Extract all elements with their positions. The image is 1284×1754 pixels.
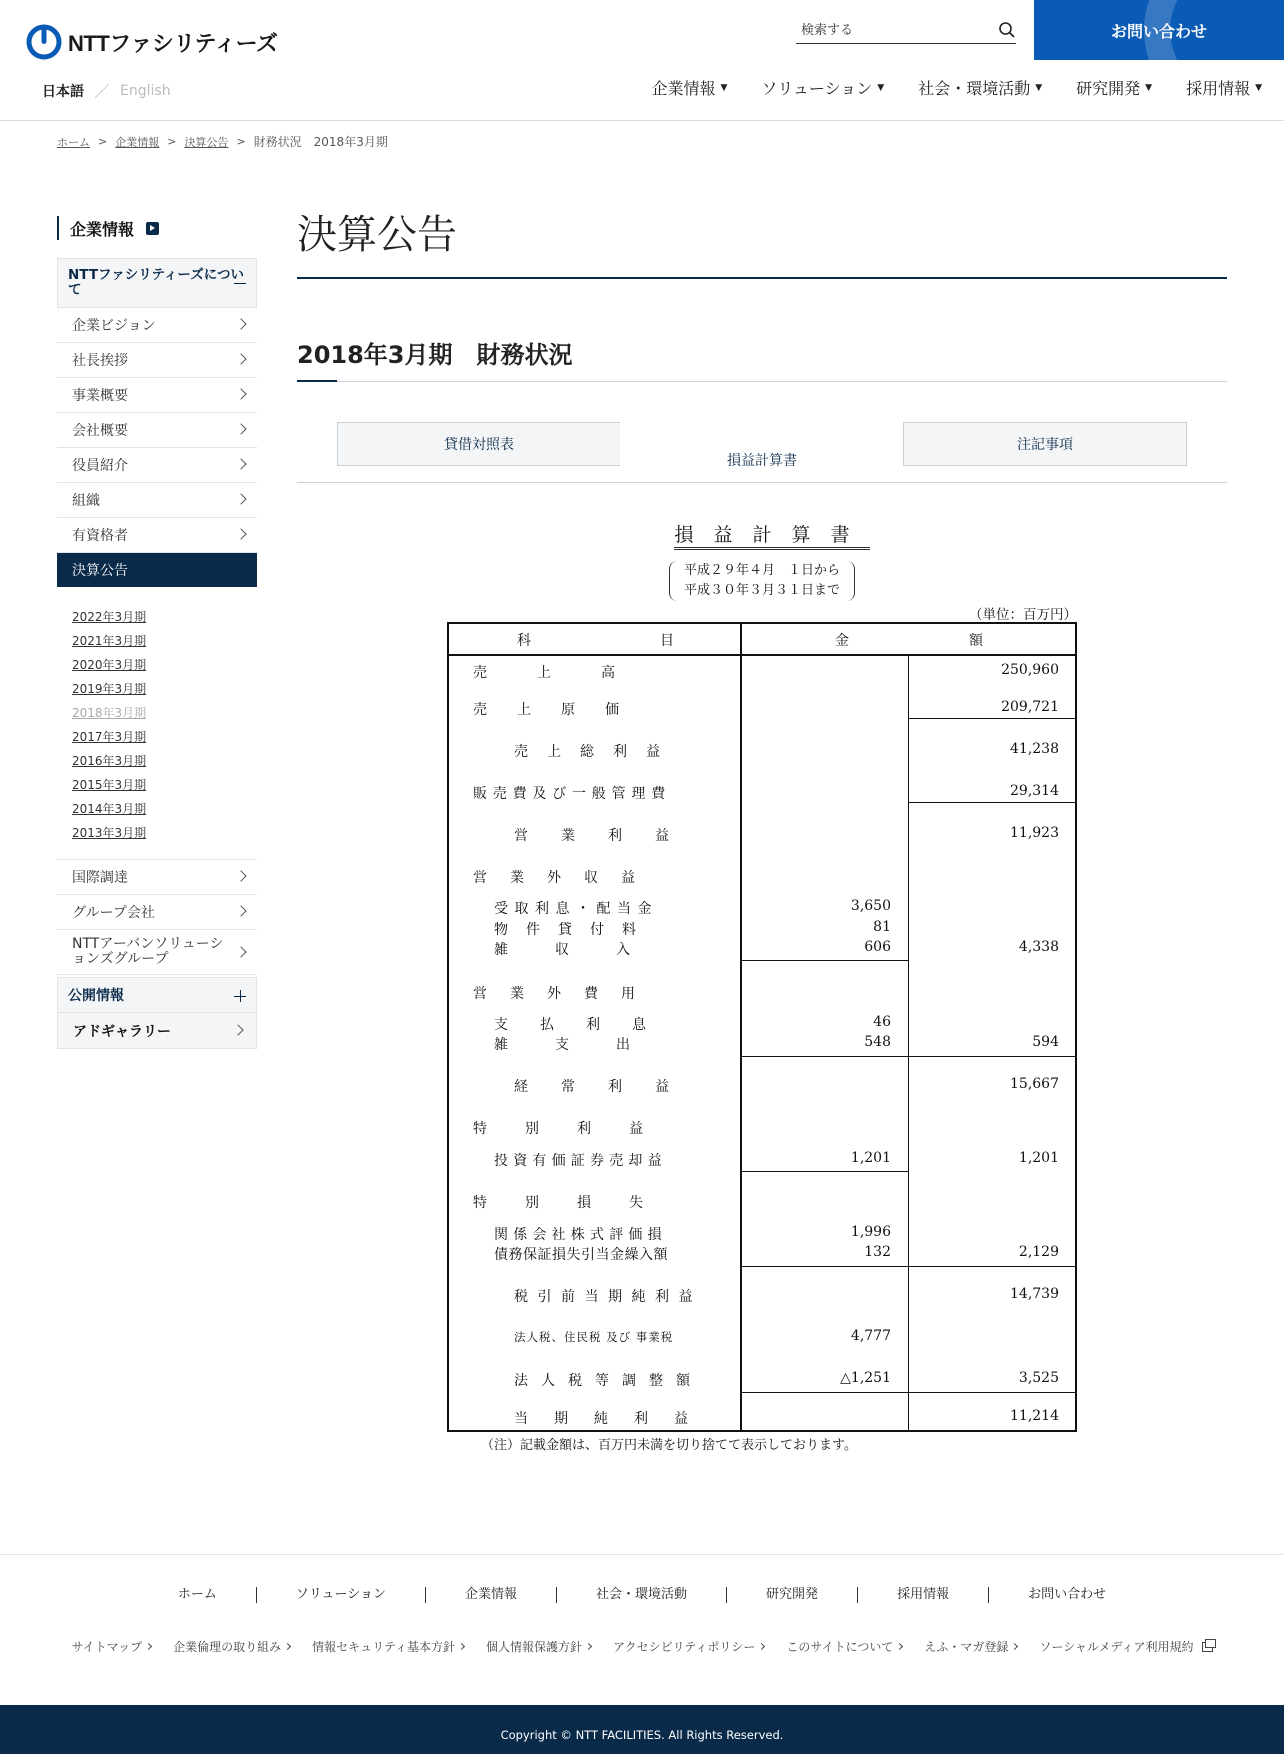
col-header-subject: 目 <box>660 633 674 649</box>
footer-link-social-policy[interactable] <box>1039 1638 1212 1655</box>
row-label: 売上総利益 <box>514 744 679 760</box>
footer-link-label: えふ・マガ登録 <box>924 1640 1009 1654</box>
row-total: 250,960 <box>1001 662 1059 678</box>
row-subtotal: △1,251 <box>840 1370 891 1386</box>
statement-title-text: 損益計算書 <box>674 524 869 550</box>
chevron-right-icon <box>458 1643 465 1650</box>
tab-income-statement[interactable]: 損益計算書 <box>620 422 904 482</box>
year-link[interactable]: 2021年3月期 <box>72 634 147 648</box>
sidebar-item-settlement[interactable] <box>57 553 257 587</box>
gnav-research[interactable] <box>1076 76 1152 99</box>
row-subtotal: 3,650 <box>850 898 891 914</box>
breadcrumb-company[interactable]: 企業情報 <box>115 135 160 149</box>
chevron-right-icon <box>235 528 246 539</box>
sidebar-item-group[interactable] <box>57 895 257 930</box>
sidebar-item-qualified[interactable] <box>57 518 257 553</box>
row-total: 11,923 <box>1010 825 1059 841</box>
site-header <box>0 0 1284 121</box>
logo-text: NTTファシリティーズ <box>68 30 278 56</box>
row-label: 法人税等調整額 <box>514 1373 703 1389</box>
chevron-right-icon <box>585 1643 592 1650</box>
row-subtotal: 4,777 <box>850 1328 891 1344</box>
footer-nav-company[interactable]: 企業情報 <box>426 1587 557 1603</box>
sidebar-item-label: 事業概要 <box>72 388 128 404</box>
ntt-logo-icon <box>26 24 62 60</box>
row-subtotal: 1,201 <box>850 1150 891 1166</box>
chevron-right-icon <box>758 1643 765 1650</box>
chevron-right-icon <box>235 870 246 881</box>
breadcrumb <box>57 133 388 150</box>
year-link[interactable]: 2013年3月期 <box>72 826 147 840</box>
lang-en-link[interactable]: English <box>120 82 171 99</box>
footer-nav-home[interactable]: ホーム <box>139 1587 257 1603</box>
row-total: 29,314 <box>1010 783 1059 799</box>
row-label: 売上原価 <box>473 702 649 718</box>
footer-link-label: ソーシャルメディア利用規約 <box>1039 1640 1194 1654</box>
footer-nav-contact[interactable]: お問い合わせ <box>1028 1587 1107 1602</box>
row-label: 雑支出 <box>494 1037 677 1053</box>
caret-down-icon: ▼ <box>1255 82 1262 93</box>
gnav-recruit[interactable] <box>1186 76 1262 99</box>
caret-down-icon: ▼ <box>1145 82 1153 93</box>
footer-link-about-site[interactable] <box>786 1638 902 1655</box>
header-rule <box>449 654 1075 656</box>
row-total: 3,525 <box>1018 1370 1059 1386</box>
sidebar-item-urban[interactable] <box>57 930 257 975</box>
period-from: 平成２９年４月 １日から <box>683 563 840 578</box>
sidebar-item-label: 決算公告 <box>72 563 128 579</box>
row-total: 11,214 <box>1010 1408 1059 1424</box>
year-link[interactable]: 2022年3月期 <box>72 610 147 624</box>
gnav-label: 研究開発 <box>1076 79 1141 98</box>
statement-title <box>447 520 1077 547</box>
total-rule <box>742 1266 1075 1267</box>
year-link[interactable]: 2014年3月期 <box>72 802 147 816</box>
row-total: 209,721 <box>1001 699 1059 715</box>
period-to: 平成３０年３月３１日まで <box>683 583 840 598</box>
sidebar-item-adgallery[interactable] <box>57 1013 257 1049</box>
col-header-subject: 科 <box>517 633 531 649</box>
row-label: 債務保証損失引当金繰入額 <box>494 1247 668 1263</box>
chevron-right-icon <box>1011 1643 1018 1650</box>
breadcrumb-separator: > <box>167 135 177 148</box>
site-logo[interactable] <box>26 24 278 60</box>
site-footer <box>0 1554 1284 1754</box>
sidebar-item-label: NTTアーバンソリューションズグループ <box>72 936 224 967</box>
year-link[interactable]: 2017年3月期 <box>72 730 147 744</box>
statement-tabs <box>297 422 1227 483</box>
col-header-amount: 額 <box>969 633 983 649</box>
sidebar-item-label: 社長挨拶 <box>72 353 128 369</box>
total-rule <box>908 802 1075 803</box>
chevron-right-icon <box>235 388 246 399</box>
row-label: 雑収入 <box>494 942 677 958</box>
statement-table <box>447 622 1077 1432</box>
copyright: Copyright © NTT FACILITIES. All Rights Reserved. <box>0 1705 1284 1754</box>
unit-label: （単位：百万円） <box>969 607 1077 623</box>
footer-link-ethics[interactable] <box>173 1638 290 1655</box>
row-subtotal: 81 <box>873 919 891 935</box>
row-label: 受取利息・配当金 <box>494 901 658 917</box>
search-input[interactable] <box>796 18 986 42</box>
sidebar-group-public[interactable] <box>57 977 257 1013</box>
row-total: 14,739 <box>1010 1286 1059 1302</box>
footer-link-label: アクセシビリティポリシー <box>612 1640 756 1654</box>
row-total: 41,238 <box>1010 741 1059 757</box>
row-label: 法人税、住民税 及び 事業税 <box>514 1330 674 1344</box>
chevron-right-icon <box>235 318 246 329</box>
gnav-company[interactable] <box>651 76 727 99</box>
row-label: 投資有価証券売却益 <box>494 1153 667 1169</box>
row-label: 特別損失 <box>473 1195 681 1211</box>
row-label: 物件貸付料 <box>494 922 654 938</box>
sidebar-title[interactable] <box>57 216 257 240</box>
sidebar-item-business[interactable] <box>57 378 257 413</box>
page-title: 決算公告 <box>297 212 457 258</box>
gnav-solution[interactable] <box>761 76 884 99</box>
sidebar-item-label: グループ会社 <box>72 905 155 921</box>
gnav-csr[interactable] <box>918 76 1042 99</box>
sidebar-item-label: 組織 <box>72 493 100 509</box>
breadcrumb-settlement[interactable]: 決算公告 <box>184 135 229 149</box>
contact-button[interactable] <box>1034 0 1284 60</box>
sidebar-item-organization[interactable] <box>57 483 257 518</box>
footer-link-label: 企業倫理の取り組み <box>173 1640 282 1654</box>
gnav-label: 社会・環境活動 <box>918 79 1031 98</box>
contact-button-label: お問い合わせ <box>1110 21 1207 41</box>
row-label: 支払利息 <box>494 1017 678 1033</box>
row-subtotal: 46 <box>873 1014 891 1030</box>
chevron-right-icon <box>235 423 246 434</box>
footer-link-label: サイトマップ <box>71 1640 143 1654</box>
row-label: 売上高 <box>473 665 665 681</box>
col-header-amount: 金 <box>835 633 849 649</box>
tab-balance-sheet[interactable]: 貸借対照表 <box>337 422 621 466</box>
footer-nav-research[interactable]: 研究開発 <box>727 1587 858 1603</box>
year-link[interactable]: 2020年3月期 <box>72 658 147 672</box>
income-statement <box>447 520 1077 1453</box>
subtotal-rule <box>742 1171 908 1172</box>
search-box <box>796 18 1016 44</box>
expand-icon <box>234 990 246 1002</box>
tab-notes[interactable]: 注記事項 <box>903 422 1187 466</box>
sidebar <box>57 216 257 1049</box>
total-rule <box>908 718 1075 719</box>
search-icon[interactable] <box>998 21 1016 39</box>
row-label: 特別利益 <box>473 1121 681 1137</box>
chevron-right-icon <box>232 1024 243 1035</box>
statement-note: （注）記載金額は、百万円未満を切り捨てて表示しております。 <box>481 1438 857 1453</box>
row-total: 4,338 <box>1018 939 1059 955</box>
footer-nav-csr[interactable]: 社会・環境活動 <box>557 1587 727 1603</box>
chevron-right-icon <box>235 458 246 469</box>
row-label: 経常利益 <box>514 1079 702 1095</box>
statement-period <box>669 561 855 601</box>
sidebar-item-message[interactable] <box>57 343 257 378</box>
row-total: 15,667 <box>1010 1076 1059 1092</box>
row-total: 2,129 <box>1018 1244 1059 1260</box>
sidebar-group-about[interactable] <box>57 258 257 308</box>
row-subtotal: 606 <box>864 939 891 955</box>
sidebar-item-label: 企業ビジョン <box>72 318 156 334</box>
footer-nav-solution[interactable]: ソリューション <box>257 1587 426 1603</box>
lang-divider: ／ <box>94 82 111 101</box>
row-total: 594 <box>1032 1034 1059 1050</box>
footer-link-label: このサイトについて <box>786 1640 894 1654</box>
sidebar-group-label: NTTファシリティーズについて <box>68 267 244 298</box>
row-subtotal: 132 <box>864 1244 891 1260</box>
gnav-label: 採用情報 <box>1186 79 1251 98</box>
external-link-icon <box>1202 1642 1213 1652</box>
breadcrumb-current: 財務状況 2018年3月期 <box>253 135 388 149</box>
row-subtotal: 548 <box>864 1034 891 1050</box>
chevron-right-icon <box>235 946 246 957</box>
language-switch <box>42 79 171 102</box>
row-label: 営業外費用 <box>473 986 658 1002</box>
chevron-right-icon <box>235 493 246 504</box>
column-divider <box>740 624 742 1430</box>
breadcrumb-separator: > <box>236 135 246 148</box>
row-label: 営業外収益 <box>473 870 658 886</box>
sidebar-item-label: 役員紹介 <box>72 458 128 474</box>
sidebar-title-label: 企業情報 <box>70 219 135 239</box>
row-label: 当期純利益 <box>514 1411 714 1427</box>
chevron-right-icon <box>235 905 246 916</box>
year-link[interactable]: 2015年3月期 <box>72 778 147 792</box>
sidebar-item-officers[interactable] <box>57 448 257 483</box>
section-divider <box>297 381 1227 382</box>
year-link[interactable]: 2019年3月期 <box>72 682 147 696</box>
chevron-right-icon <box>896 1643 903 1650</box>
sidebar-item-label: 国際調達 <box>72 870 128 886</box>
main-content <box>297 205 1227 483</box>
caret-down-icon: ▼ <box>1035 82 1043 93</box>
total-rule <box>742 1392 1075 1393</box>
column-divider <box>908 656 909 1430</box>
footer-link-accessibility[interactable] <box>613 1638 764 1655</box>
global-nav <box>617 76 1262 99</box>
section-title: 2018年3月期 財務状況 <box>297 341 573 369</box>
sidebar-item-profile[interactable] <box>57 413 257 448</box>
sidebar-item-vision[interactable] <box>57 308 257 343</box>
gnav-label: ソリューション <box>761 79 873 98</box>
chevron-right-icon <box>284 1643 291 1650</box>
breadcrumb-home[interactable]: ホーム <box>57 135 90 149</box>
row-label: 税引前当期純利益 <box>514 1289 702 1305</box>
lang-ja-link[interactable]: 日本語 <box>42 83 84 100</box>
row-subtotal: 1,996 <box>850 1224 891 1240</box>
sidebar-item-label: 会社概要 <box>72 423 128 439</box>
sidebar-item-label: アドギャラリー <box>73 1023 171 1040</box>
subtotal-rule <box>742 960 908 961</box>
footer-link-security[interactable] <box>312 1638 464 1655</box>
chevron-right-icon <box>235 353 246 364</box>
caret-down-icon: ▼ <box>877 82 885 93</box>
footer-links <box>0 1638 1284 1655</box>
year-link[interactable]: 2016年3月期 <box>72 754 147 768</box>
footer-link-label: 情報セキュリティ基本方針 <box>312 1640 455 1654</box>
chevron-right-icon <box>145 1643 152 1650</box>
sidebar-item-label: 有資格者 <box>72 528 128 544</box>
row-label: 関係会社株式評価損 <box>494 1227 667 1243</box>
footer-link-privacy[interactable] <box>486 1638 591 1655</box>
caret-down-icon: ▼ <box>720 82 728 93</box>
footer-link-label: 個人情報保護方針 <box>485 1640 582 1654</box>
title-divider <box>297 277 1227 279</box>
row-label: 営業利益 <box>514 828 702 844</box>
sidebar-item-procurement[interactable] <box>57 860 257 895</box>
collapse-icon <box>234 283 246 284</box>
total-rule <box>742 1056 1075 1057</box>
gnav-label: 企業情報 <box>651 79 716 98</box>
footer-nav <box>0 1587 1284 1603</box>
footer-nav-recruit[interactable]: 採用情報 <box>858 1587 989 1603</box>
year-link-current[interactable]: 2018年3月期 <box>72 706 147 720</box>
sidebar-group-label: 公開情報 <box>68 988 124 1004</box>
breadcrumb-separator: > <box>98 135 108 148</box>
footer-link-sitemap[interactable] <box>71 1638 151 1655</box>
arrow-box-icon <box>146 222 159 235</box>
year-list <box>57 587 257 860</box>
footer-link-magazine[interactable] <box>924 1638 1017 1655</box>
row-total: 1,201 <box>1018 1150 1059 1166</box>
row-label: 販売費及び一般管理費 <box>473 786 671 802</box>
